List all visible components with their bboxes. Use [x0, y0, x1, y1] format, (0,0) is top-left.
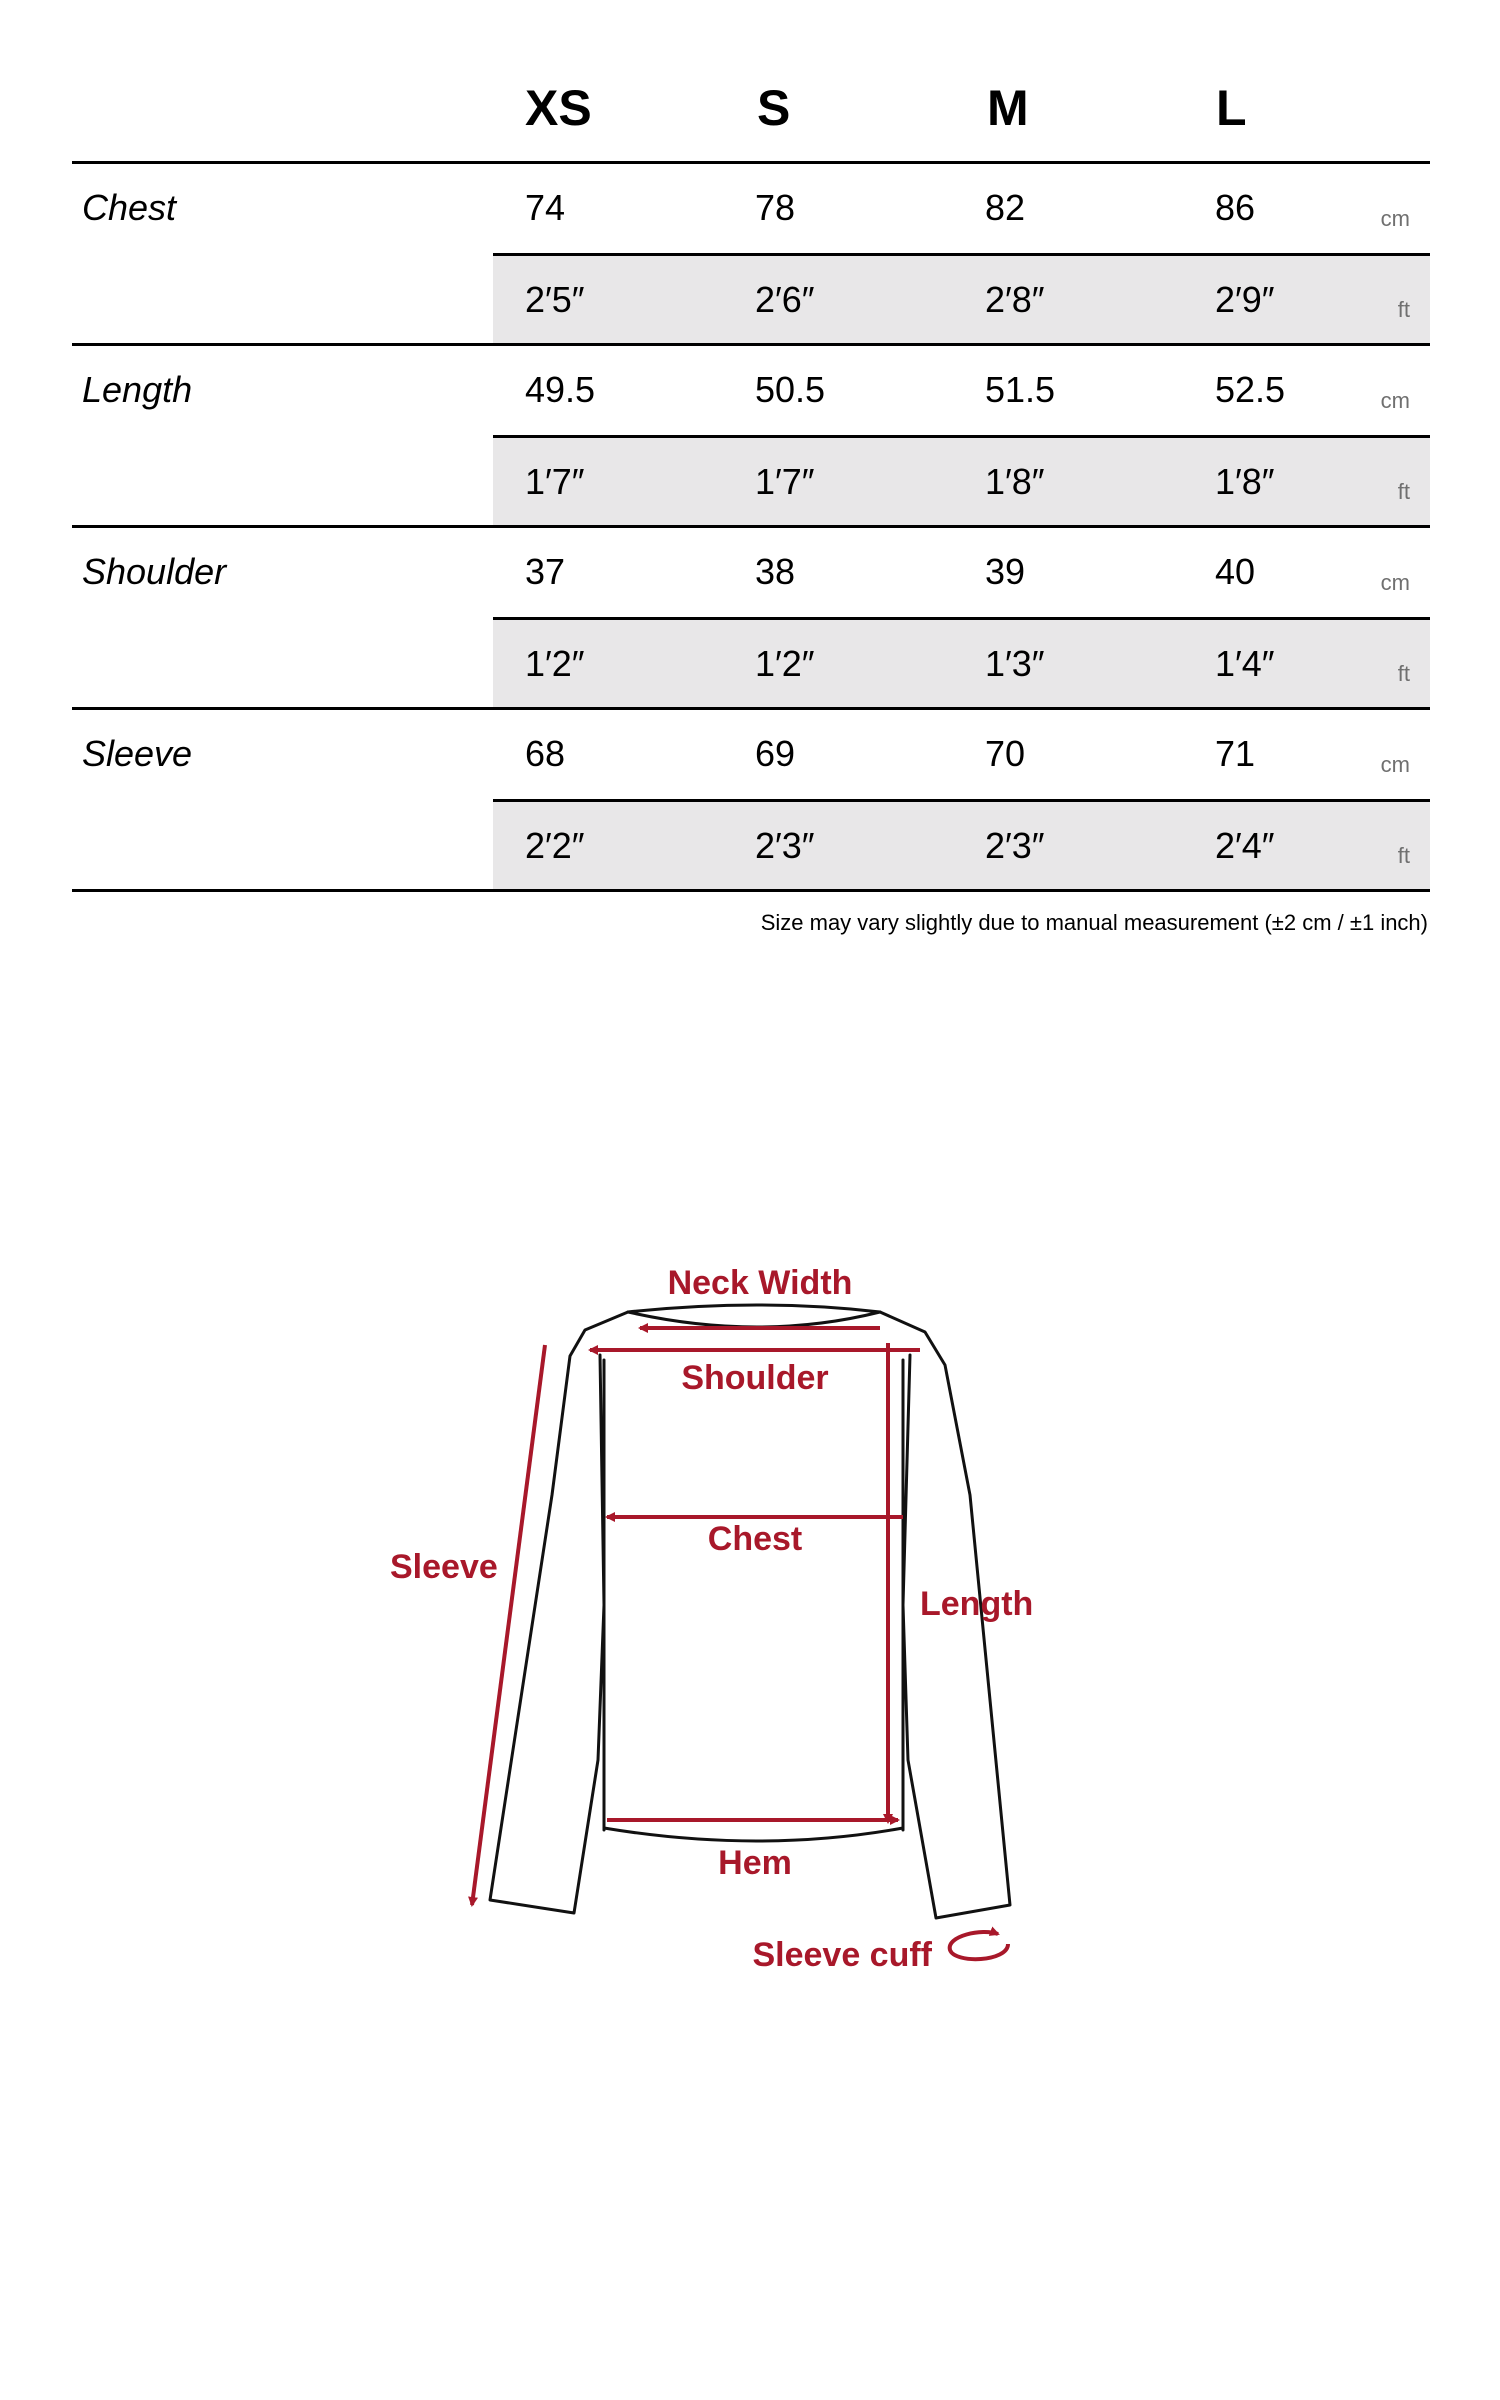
- measure-label-length: Length: [82, 369, 193, 410]
- unit-cm: cm: [1380, 388, 1410, 413]
- size-header-s: S: [757, 80, 791, 136]
- table-cell: 2′8″: [985, 279, 1045, 320]
- sleeve-arrow: [472, 1345, 545, 1905]
- table-cell: 82: [985, 187, 1026, 228]
- table-divider: [72, 343, 1430, 346]
- unit-ft: ft: [1397, 297, 1410, 322]
- table-cell: 1′3″: [985, 643, 1045, 684]
- table-cell: 2′5″: [525, 279, 585, 320]
- table-cell: 1′4″: [1215, 643, 1275, 684]
- neckline-back: [628, 1305, 880, 1312]
- neckline-front: [628, 1312, 880, 1327]
- ft-row-shade: [493, 438, 1430, 526]
- unit-cm: cm: [1380, 206, 1410, 231]
- table-cell: 2′2″: [525, 825, 585, 866]
- measurement-footnote: Size may vary slightly due to manual measurement (±2 cm / ±1 inch): [760, 910, 1428, 935]
- table-cell: 2′6″: [755, 279, 815, 320]
- table-cell: 1′7″: [755, 461, 815, 502]
- unit-ft: ft: [1397, 479, 1410, 504]
- table-cell: 70: [985, 733, 1026, 774]
- measure-label-chest: Chest: [82, 187, 177, 228]
- table-cell: 71: [1215, 733, 1256, 774]
- unit-cm: cm: [1380, 570, 1410, 595]
- table-cell: 49.5: [525, 369, 596, 410]
- table-cell: 2′9″: [1215, 279, 1275, 320]
- ft-row-shade: [493, 620, 1430, 708]
- ft-row-shade: [493, 802, 1430, 890]
- table-cell: 1′2″: [755, 643, 815, 684]
- row-divider: [493, 617, 1430, 620]
- table-cell: 39: [985, 551, 1026, 592]
- table-cell: 2′4″: [1215, 825, 1275, 866]
- table-cell: 68: [525, 733, 566, 774]
- table-cell: 52.5: [1215, 369, 1286, 410]
- unit-ft: ft: [1397, 843, 1410, 868]
- size-table: [0, 0, 1500, 960]
- table-cell: 1′7″: [525, 461, 585, 502]
- unit-cm: cm: [1380, 752, 1410, 777]
- table-cell: 37: [525, 551, 566, 592]
- table-cell: 40: [1215, 551, 1256, 592]
- label-chest: Chest: [707, 1520, 803, 1558]
- label-neck-width: Neck Width: [667, 1264, 853, 1302]
- table-cell: 51.5: [985, 369, 1056, 410]
- label-shoulder: Shoulder: [681, 1359, 829, 1397]
- measure-label-sleeve: Sleeve: [82, 733, 193, 774]
- table-cell: 2′3″: [755, 825, 815, 866]
- table-divider: [72, 161, 1430, 164]
- size-header-l: L: [1216, 80, 1247, 136]
- label-sleeve: Sleeve: [390, 1548, 498, 1586]
- table-cell: 74: [525, 187, 566, 228]
- table-cell: 1′8″: [985, 461, 1045, 502]
- table-divider: [72, 889, 1430, 892]
- sweater-measurement-diagram: [0, 1150, 1500, 2200]
- sleeve-cuff-arrow: [950, 1932, 1008, 1959]
- table-divider: [72, 707, 1430, 710]
- hem-line: [604, 1828, 903, 1841]
- table-cell: 86: [1215, 187, 1256, 228]
- table-cell: 38: [755, 551, 796, 592]
- unit-ft: ft: [1397, 661, 1410, 686]
- label-hem: Hem: [718, 1844, 792, 1882]
- table-cell: 78: [755, 187, 796, 228]
- measure-label-shoulder: Shoulder: [82, 551, 227, 592]
- table-cell: 50.5: [755, 369, 826, 410]
- table-cell: 2′3″: [985, 825, 1045, 866]
- size-header-m: M: [987, 80, 1029, 136]
- table-cell: 1′8″: [1215, 461, 1275, 502]
- table-cell: 1′2″: [525, 643, 585, 684]
- table-divider: [72, 525, 1430, 528]
- table-cell: 69: [755, 733, 796, 774]
- label-sleeve-cuff: Sleeve cuff: [752, 1936, 932, 1974]
- diagram-svg: [0, 1150, 1500, 2200]
- label-length: Length: [920, 1585, 1034, 1623]
- size-header-xs: XS: [525, 80, 592, 136]
- ft-row-shade: [493, 256, 1430, 344]
- row-divider: [493, 435, 1430, 438]
- row-divider: [493, 253, 1430, 256]
- row-divider: [493, 799, 1430, 802]
